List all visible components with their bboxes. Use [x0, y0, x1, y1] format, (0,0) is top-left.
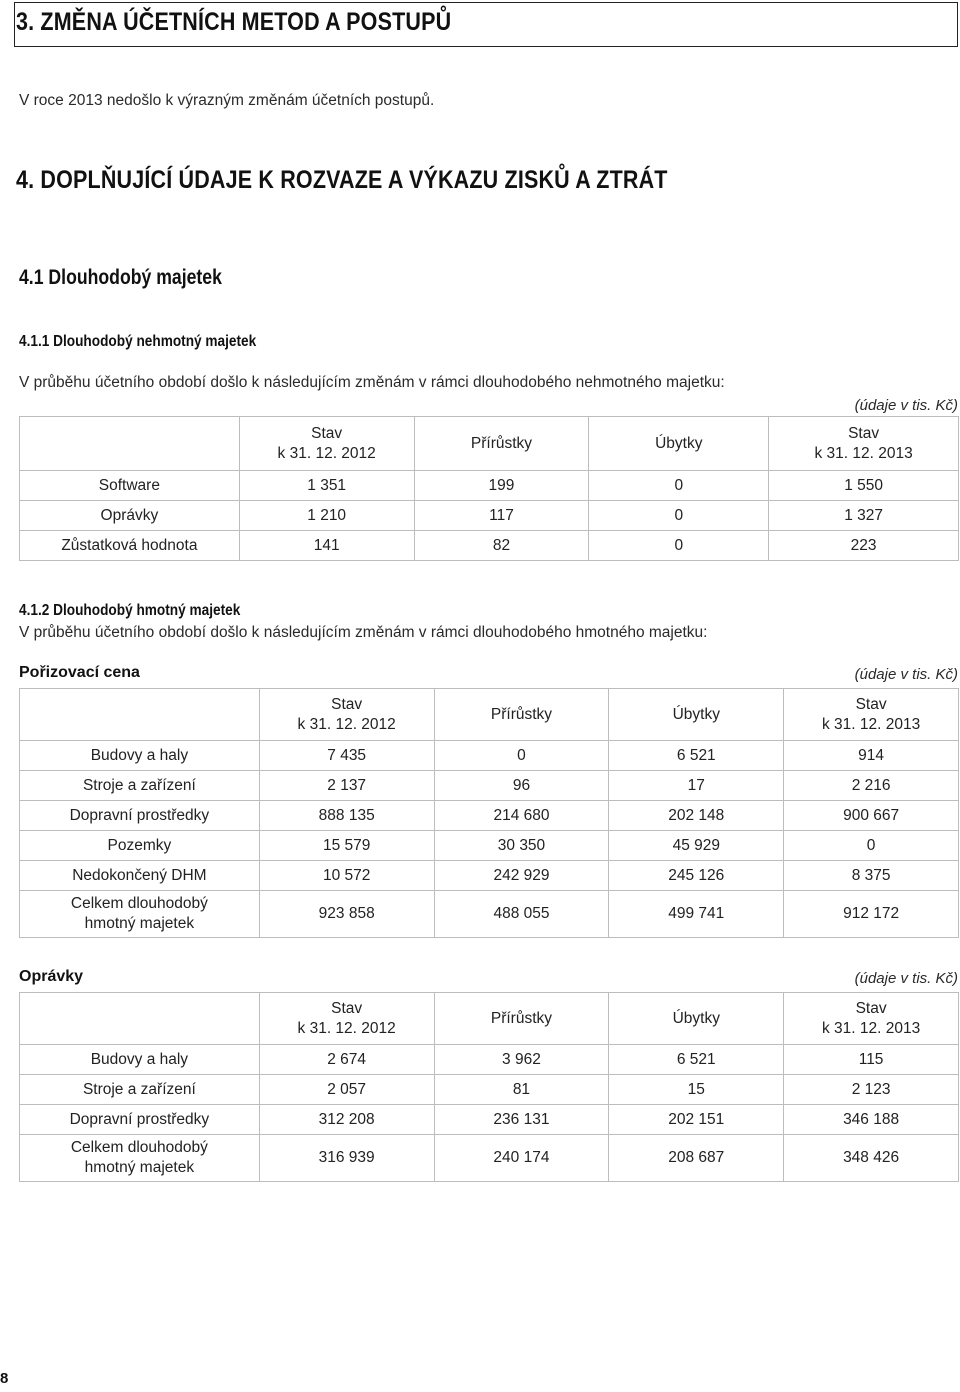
header-end: Stav k 31. 12. 2013: [784, 689, 959, 741]
table-row: [20, 801, 959, 831]
table-row: [20, 1075, 959, 1105]
depreciation-table-title: Oprávky: [19, 968, 84, 985]
table-row: [20, 1105, 959, 1135]
table-row: [20, 831, 959, 861]
row-label: Stroje a zařízení: [20, 1075, 260, 1105]
unit-note-cost: (údaje v tis. Kč): [854, 666, 958, 683]
table-header-row: [20, 417, 959, 471]
cell-end: 8 375: [784, 861, 959, 891]
table-header-row: [20, 689, 959, 741]
header-end: Stav k 31. 12. 2013: [769, 417, 959, 471]
cell-end: 2 123: [784, 1075, 959, 1105]
cell-end: 900 667: [784, 801, 959, 831]
cell-additions: 236 131: [434, 1105, 609, 1135]
section-4-heading: 4. DOPLŇUJÍCÍ ÚDAJE K ROZVAZE A VÝKAZU ZISKŮ A ZTRÁT: [16, 166, 668, 194]
subsection-4-1-2-text: V průběhu účetního období došlo k následujícím změnám v rámci dlouhodobého hmotného majetku:: [19, 624, 708, 641]
cell-start: 7 435: [259, 741, 434, 771]
table-row: [20, 741, 959, 771]
row-label: Dopravní prostředky: [20, 1105, 260, 1135]
header-additions: Přírůstky: [434, 689, 609, 741]
header-disposals: Úbytky: [589, 417, 769, 471]
cell-disposals: 0: [589, 531, 769, 561]
cell-additions: 30 350: [434, 831, 609, 861]
cell-disposals: 45 929: [609, 831, 784, 861]
cell-start: 2 057: [259, 1075, 434, 1105]
cell-additions: 81: [434, 1075, 609, 1105]
cell-end: 2 216: [784, 771, 959, 801]
cell-start: 1 351: [239, 471, 414, 501]
cost-table-title: Pořizovací cena: [19, 664, 140, 681]
table-row: [20, 471, 959, 501]
cell-additions: 0: [434, 741, 609, 771]
intangible-assets-table: [19, 416, 959, 561]
cell-start: 923 858: [259, 891, 434, 938]
header-additions: Přírůstky: [434, 993, 609, 1045]
cell-disposals: 202 151: [609, 1105, 784, 1135]
table-row: [20, 501, 959, 531]
cell-start: 2 674: [259, 1045, 434, 1075]
cell-disposals: 6 521: [609, 1045, 784, 1075]
cell-start: 10 572: [259, 861, 434, 891]
subsection-4-1-1-text: V průběhu účetního období došlo k následujícím změnám v rámci dlouhodobého nehmotného majetku:: [19, 374, 725, 391]
table-total-row: [20, 891, 959, 938]
cell-disposals: 202 148: [609, 801, 784, 831]
page-number: 8: [0, 1370, 9, 1387]
unit-note-depreciation: (údaje v tis. Kč): [854, 970, 958, 987]
unit-note-intangible: (údaje v tis. Kč): [854, 397, 958, 414]
table-row: [20, 771, 959, 801]
header-start: Stav k 31. 12. 2012: [259, 689, 434, 741]
cell-end: 912 172: [784, 891, 959, 938]
cell-disposals: 17: [609, 771, 784, 801]
cell-end: 348 426: [784, 1135, 959, 1182]
table-header-row: [20, 993, 959, 1045]
cell-start: 2 137: [259, 771, 434, 801]
header-disposals: Úbytky: [609, 993, 784, 1045]
tangible-cost-table: [19, 688, 959, 938]
row-label: Budovy a haly: [20, 741, 260, 771]
section-3-text: V roce 2013 nedošlo k výrazným změnám účetních postupů.: [19, 92, 435, 109]
cell-start: 888 135: [259, 801, 434, 831]
header-start: Stav k 31. 12. 2012: [259, 993, 434, 1045]
cell-end: 115: [784, 1045, 959, 1075]
header-corner-cell: [20, 689, 260, 741]
cell-start: 1 210: [239, 501, 414, 531]
row-label: Nedokončený DHM: [20, 861, 260, 891]
cell-additions: 96: [434, 771, 609, 801]
row-label: Stroje a zařízení: [20, 771, 260, 801]
row-label: Oprávky: [20, 501, 240, 531]
section-3-heading: 3. ZMĚNA ÚČETNÍCH METOD A POSTUPŮ: [16, 8, 452, 36]
cell-additions: 488 055: [434, 891, 609, 938]
row-label: Zůstatková hodnota: [20, 531, 240, 561]
cell-disposals: 15: [609, 1075, 784, 1105]
table-row: [20, 531, 959, 561]
cell-additions: 214 680: [434, 801, 609, 831]
cell-start: 316 939: [259, 1135, 434, 1182]
cell-end: 914: [784, 741, 959, 771]
subsection-4-1-heading: 4.1 Dlouhodobý majetek: [19, 266, 222, 289]
row-label: Celkem dlouhodobý hmotný majetek: [20, 1135, 260, 1182]
header-disposals: Úbytky: [609, 689, 784, 741]
cell-additions: 199: [414, 471, 589, 501]
subsection-4-1-2-heading: 4.1.2 Dlouhodobý hmotný majetek: [19, 602, 241, 619]
row-label: Software: [20, 471, 240, 501]
cell-additions: 242 929: [434, 861, 609, 891]
cell-disposals: 208 687: [609, 1135, 784, 1182]
table-row: [20, 1045, 959, 1075]
cell-disposals: 0: [589, 471, 769, 501]
cell-start: 15 579: [259, 831, 434, 861]
cell-disposals: 6 521: [609, 741, 784, 771]
row-label: Budovy a haly: [20, 1045, 260, 1075]
cell-additions: 240 174: [434, 1135, 609, 1182]
tangible-depreciation-table: [19, 992, 959, 1182]
header-additions: Přírůstky: [414, 417, 589, 471]
cell-disposals: 245 126: [609, 861, 784, 891]
table-row: [20, 861, 959, 891]
header-start: Stav k 31. 12. 2012: [239, 417, 414, 471]
cell-end: 1 327: [769, 501, 959, 531]
cell-end: 1 550: [769, 471, 959, 501]
cell-start: 312 208: [259, 1105, 434, 1135]
cell-end: 223: [769, 531, 959, 561]
cell-end: 346 188: [784, 1105, 959, 1135]
cell-additions: 117: [414, 501, 589, 531]
header-corner-cell: [20, 993, 260, 1045]
cell-additions: 82: [414, 531, 589, 561]
row-label: Celkem dlouhodobý hmotný majetek: [20, 891, 260, 938]
cell-disposals: 0: [589, 501, 769, 531]
table-total-row: [20, 1135, 959, 1182]
header-end: Stav k 31. 12. 2013: [784, 993, 959, 1045]
cell-end: 0: [784, 831, 959, 861]
row-label: Pozemky: [20, 831, 260, 861]
subsection-4-1-1-heading: 4.1.1 Dlouhodobý nehmotný majetek: [19, 333, 257, 350]
cell-disposals: 499 741: [609, 891, 784, 938]
row-label: Dopravní prostředky: [20, 801, 260, 831]
header-corner-cell: [20, 417, 240, 471]
cell-start: 141: [239, 531, 414, 561]
cell-additions: 3 962: [434, 1045, 609, 1075]
